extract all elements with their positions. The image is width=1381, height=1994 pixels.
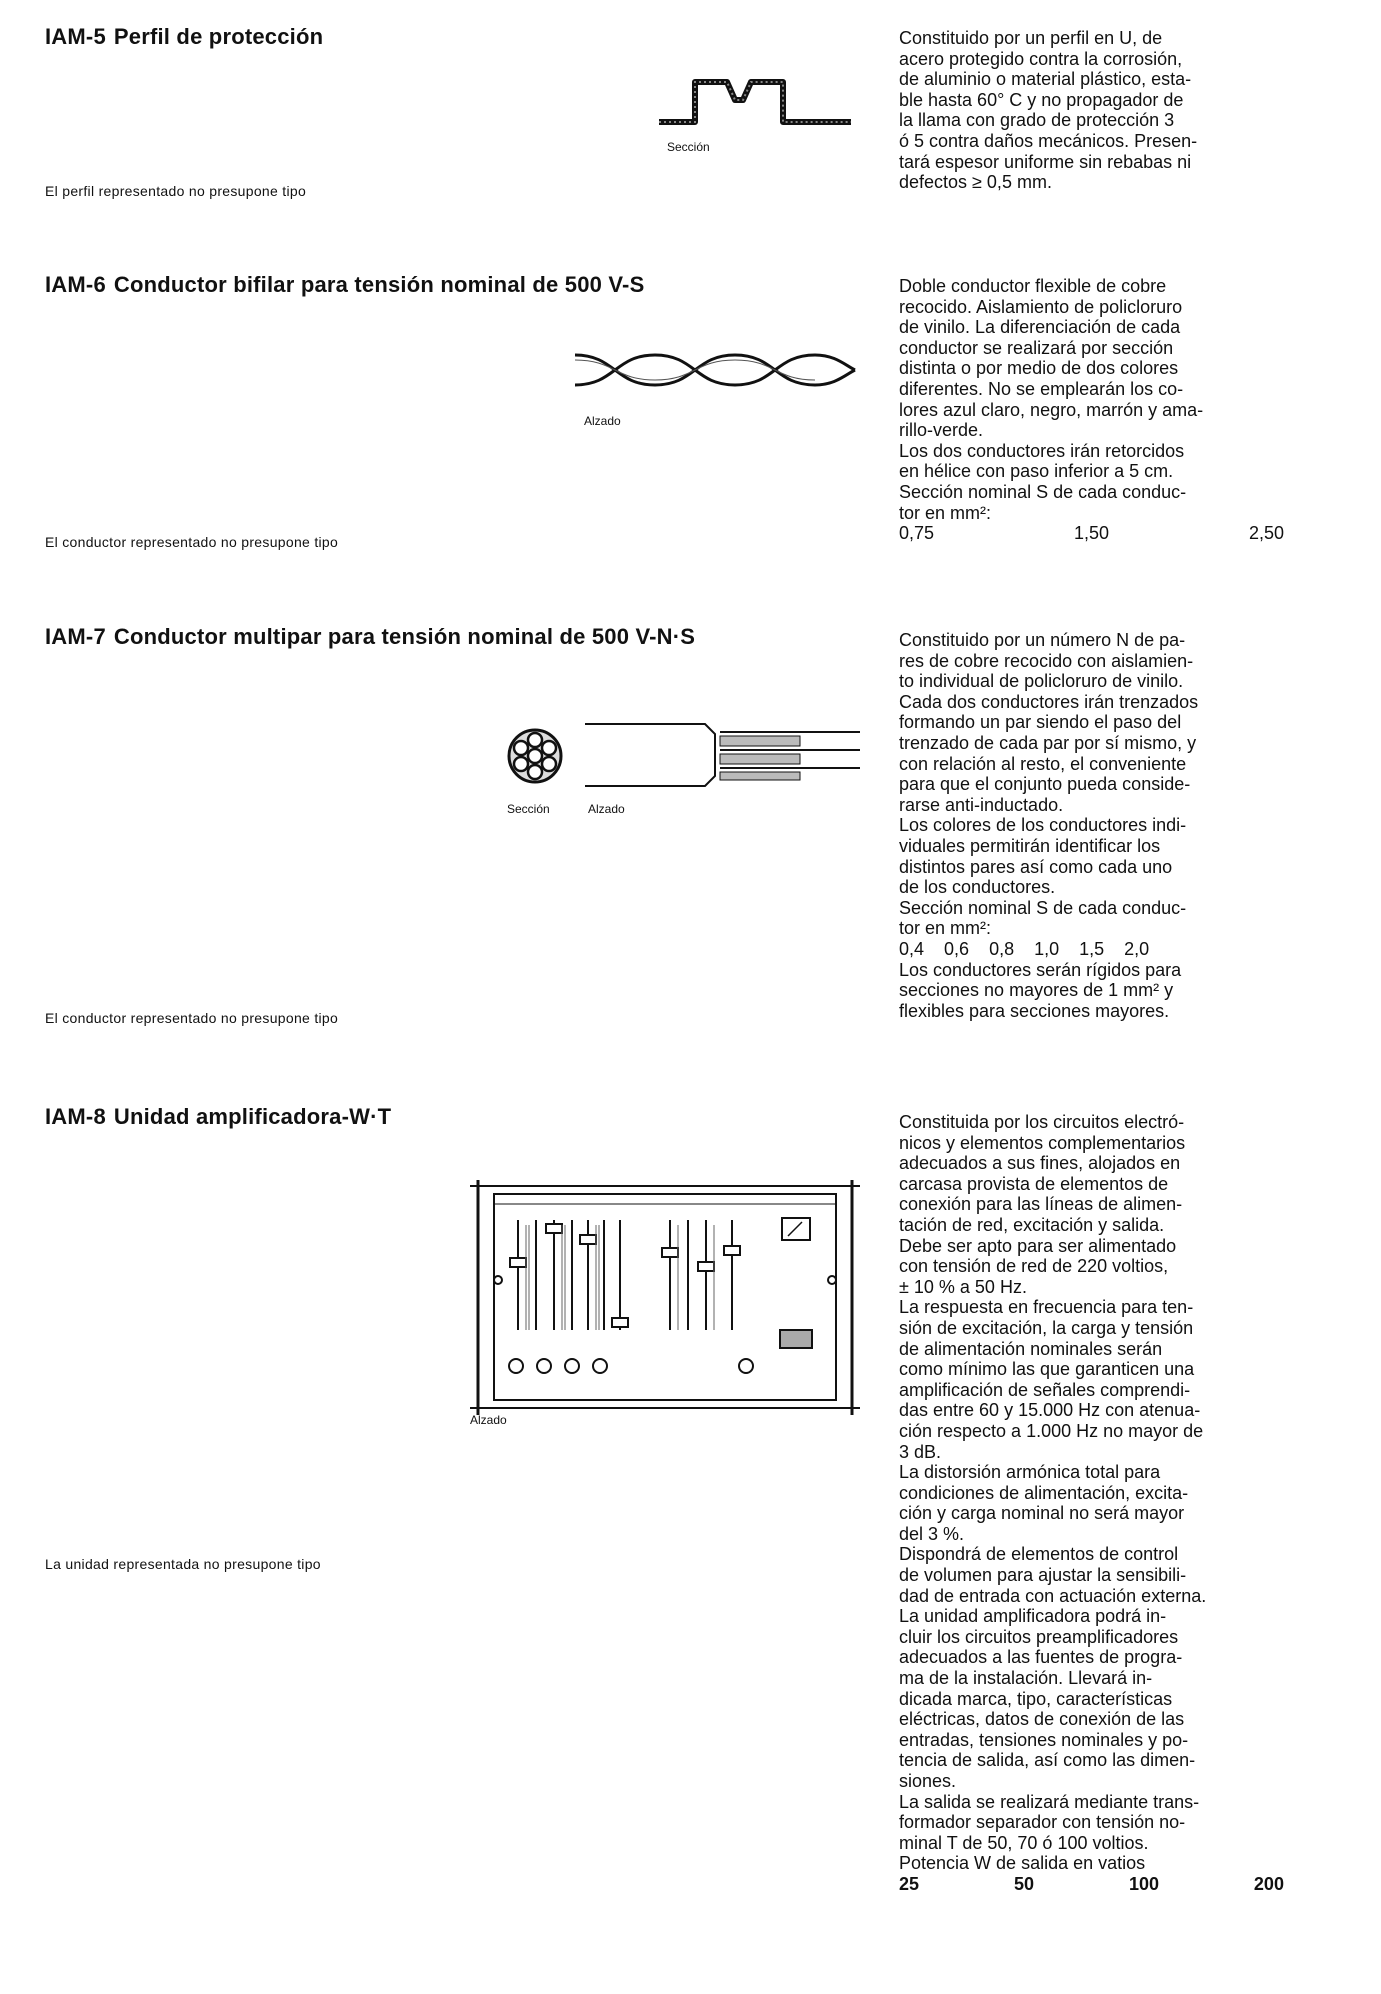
figure-label-alzado: Alzado	[588, 802, 625, 816]
desc-line: con tensión de red de 220 voltios,	[899, 1256, 1169, 1277]
section-code: IAM-6	[45, 272, 106, 297]
desc-line: condiciones de alimentación, excita-	[899, 1482, 1189, 1503]
value: 1,5	[1079, 938, 1105, 959]
desc-line: rarse anti-inductado.	[899, 794, 1064, 815]
desc-line: Cada dos conductores irán trenzados	[899, 691, 1199, 712]
desc-line: eléctricas, datos de conexión de las	[899, 1709, 1185, 1730]
desc-line: cluir los circuitos preamplificadores	[899, 1626, 1179, 1647]
desc-line: sión de excitación, la carga y tensión	[899, 1317, 1194, 1338]
figure-label-alzado: Alzado	[470, 1413, 507, 1427]
value: 50	[1013, 1873, 1034, 1894]
value: 200	[1253, 1873, 1284, 1894]
desc-line: Sección nominal S de cada conduc-	[899, 897, 1187, 918]
desc-line: recocido. Aislamiento de policloruro	[899, 296, 1183, 317]
desc-line: siones.	[899, 1771, 957, 1791]
figure-caption: El conductor representado no presupone tipo	[45, 1010, 339, 1026]
figure-caption: El conductor representado no presupone tipo	[45, 534, 339, 550]
desc-line: Sección nominal S de cada conduc-	[899, 481, 1187, 502]
value: 25	[899, 1873, 920, 1894]
amplifier-unit-elevation-figure	[470, 1180, 860, 1415]
desc-line: diferentes. No se emplearán los co-	[899, 378, 1184, 399]
desc-line: das entre 60 y 15.000 Hz con atenua-	[899, 1400, 1201, 1421]
section-title: Unidad amplificadora-W·T	[113, 1104, 392, 1129]
desc-line: dad de entrada con actuación externa.	[899, 1585, 1207, 1606]
desc-line: defectos ≥ 0,5 mm.	[899, 172, 1052, 193]
desc-line: tará espesor uniforme sin rebabas ni	[899, 151, 1192, 172]
figure-label-seccion: Sección	[507, 802, 550, 816]
value: 2,0	[1124, 938, 1150, 959]
section-description-iam-6	[899, 276, 1284, 544]
desc-line: tencia de salida, así como las dimen-	[899, 1750, 1196, 1771]
desc-line: formando un par siendo el paso del	[899, 712, 1182, 733]
desc-line: Constituido por un número N de pa-	[899, 630, 1186, 650]
desc-line: flexibles para secciones mayores.	[899, 1000, 1170, 1021]
desc-line: minal T de 50, 70 ó 100 voltios.	[899, 1832, 1149, 1853]
desc-line: La distorsión armónica total para	[899, 1462, 1161, 1483]
desc-line: ± 10 % a 50 Hz.	[899, 1276, 1027, 1297]
desc-line: Potencia W de salida en vatios	[899, 1853, 1146, 1874]
section-title: Perfil de protección	[113, 24, 324, 49]
desc-line: tor en mm²:	[899, 918, 992, 939]
multipair-cable-section-figure	[505, 726, 565, 786]
value: 0,6	[944, 938, 970, 959]
section-heading-iam-8	[45, 1104, 391, 1130]
section-heading-iam-7	[45, 624, 695, 650]
desc-line: adecuados a sus fines, alojados en	[899, 1153, 1181, 1174]
section-description-iam-8	[899, 1112, 1284, 1895]
desc-line: La respuesta en frecuencia para ten-	[899, 1297, 1194, 1318]
value: 100	[1128, 1873, 1159, 1894]
desc-line: entradas, tensiones nominales y po-	[899, 1729, 1189, 1750]
section-values-row	[899, 1874, 1284, 1895]
desc-line: de alimentación nominales serán	[899, 1338, 1163, 1359]
desc-line: 3 dB.	[899, 1441, 942, 1462]
desc-line: Los conductores serán rígidos para	[899, 959, 1182, 980]
desc-line: Los dos conductores irán retorcidos	[899, 440, 1185, 461]
section-title: Conductor bifilar para tensión nominal de 500 V-S	[113, 272, 645, 297]
desc-line: del 3 %.	[899, 1523, 965, 1544]
multipair-cable-elevation-figure	[585, 720, 860, 790]
desc-line: para que el conjunto pueda conside-	[899, 774, 1191, 795]
figure-caption: La unidad representada no presupone tipo	[45, 1556, 321, 1572]
section-title: Conductor multipar para tensión nominal de 500 V-N·S	[113, 624, 696, 649]
desc-line: nicos y elementos complementarios	[899, 1132, 1186, 1153]
desc-line: adecuados a las fuentes de progra-	[899, 1647, 1183, 1668]
desc-line: distinta o por medio de dos colores	[899, 358, 1179, 379]
desc-line: Constituido por un perfil en U, de	[899, 28, 1163, 48]
desc-line: tación de red, excitación y salida.	[899, 1214, 1165, 1235]
section-code: IAM-8	[45, 1104, 106, 1129]
desc-line: viduales permitirán identificar los	[899, 835, 1161, 856]
value: 2,50	[1248, 523, 1284, 544]
section-values-row	[899, 939, 1284, 960]
section-code: IAM-7	[45, 624, 106, 649]
desc-line: to individual de policloruro de vinilo.	[899, 671, 1184, 692]
desc-line: dicada marca, tipo, características	[899, 1688, 1173, 1709]
desc-line: la llama con grado de protección 3	[899, 110, 1175, 131]
desc-line: Constituida por los circuitos electró-	[899, 1112, 1185, 1132]
desc-line: ble hasta 60° C y no propagador de	[899, 89, 1184, 110]
section-code: IAM-5	[45, 24, 106, 49]
desc-line: La salida se realizará mediante trans-	[899, 1791, 1200, 1812]
desc-line: ó 5 contra daños mecánicos. Presen-	[899, 130, 1198, 151]
desc-line: de los conductores.	[899, 877, 1056, 898]
desc-line: trenzado de cada par por sí mismo, y	[899, 732, 1197, 753]
desc-line: ción respecto a 1.000 Hz no mayor de	[899, 1420, 1204, 1441]
desc-line: distintos pares así como cada uno	[899, 856, 1173, 877]
desc-line: carcasa provista de elementos de	[899, 1173, 1169, 1194]
desc-line: secciones no mayores de 1 mm² y	[899, 980, 1174, 1001]
twisted-pair-figure	[575, 345, 855, 395]
desc-line: formador separador con tensión no-	[899, 1812, 1186, 1833]
figure-label-alzado: Alzado	[584, 414, 621, 428]
section-description-iam-7	[899, 630, 1284, 1021]
desc-line: de aluminio o material plástico, esta-	[899, 69, 1192, 90]
u-profile-section-figure	[655, 70, 855, 130]
section-heading-iam-6	[45, 272, 644, 298]
section-description-iam-5	[899, 28, 1284, 193]
figure-caption: El perfil representado no presupone tipo	[45, 183, 307, 199]
desc-line: de volumen para ajustar la sensibili-	[899, 1565, 1187, 1586]
value: 0,4	[899, 938, 925, 959]
desc-line: rillo-verde.	[899, 420, 984, 441]
section-heading-iam-5	[45, 24, 323, 50]
desc-line: conductor se realizará por sección	[899, 337, 1174, 358]
desc-line: res de cobre recocido con aislamien-	[899, 650, 1194, 671]
desc-line: de vinilo. La diferenciación de cada	[899, 317, 1181, 338]
desc-line: lores azul claro, negro, marrón y ama-	[899, 399, 1204, 420]
desc-line: ción y carga nominal no será mayor	[899, 1503, 1185, 1524]
desc-line: Debe ser apto para ser alimentado	[899, 1235, 1177, 1256]
figure-label-seccion: Sección	[667, 140, 710, 154]
desc-line: Los colores de los conductores indi-	[899, 815, 1187, 836]
section-values-row	[899, 523, 1284, 544]
desc-line: acero protegido contra la corrosión,	[899, 48, 1183, 69]
desc-line: conexión para las líneas de alimen-	[899, 1194, 1183, 1215]
desc-line: en hélice con paso inferior a 5 cm.	[899, 461, 1174, 482]
desc-line: con relación al resto, el conveniente	[899, 753, 1187, 774]
desc-line: La unidad amplificadora podrá in-	[899, 1606, 1167, 1627]
value: 1,0	[1034, 938, 1060, 959]
value: 0,75	[899, 523, 935, 544]
desc-line: tor en mm²:	[899, 502, 992, 523]
desc-line: como mínimo las que garanticen una	[899, 1359, 1195, 1380]
value: 1,50	[1073, 523, 1110, 544]
desc-line: Doble conductor flexible de cobre	[899, 276, 1167, 296]
desc-line: amplificación de señales comprendi-	[899, 1379, 1191, 1400]
value: 0,8	[989, 938, 1015, 959]
desc-line: Dispondrá de elementos de control	[899, 1544, 1179, 1565]
desc-line: ma de la instalación. Llevará in-	[899, 1668, 1153, 1689]
